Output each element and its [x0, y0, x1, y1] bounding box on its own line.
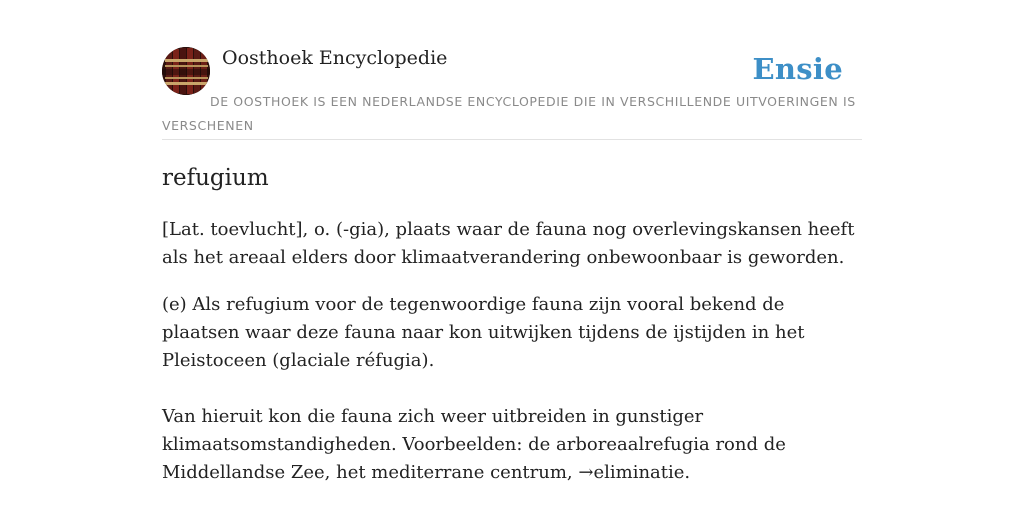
article-paragraph-ecology: [162, 291, 862, 487]
encyclopedia-books-icon[interactable]: [162, 47, 210, 95]
article-paragraph-ecology-continued: Van hieruit kon die fauna zich weer uitbreiden in gunstiger klimaatsomstandigheden. Voorbeelden: de arboreaalrefugia rond de Middellandse Zee, het mediterrane centrum,: [162, 406, 786, 483]
sentence-end: .: [684, 462, 691, 483]
article-paragraph-definition: [Lat. toevlucht], o. (-gia), plaats waar de fauna nog overlevingskansen heeft als het areaal elders door klimaatverandering onbewoonbaar is geworden.: [162, 219, 855, 268]
paragraph-spacer: [162, 375, 862, 403]
site-title[interactable]: Oosthoek Encyclopedie: [222, 47, 448, 69]
article: [162, 160, 862, 487]
eliminatie-link[interactable]: →eliminatie: [578, 462, 685, 483]
brand-logo[interactable]: Ensie: [752, 52, 843, 86]
site-header: [162, 46, 862, 140]
page-title: refugium: [162, 165, 269, 191]
article-paragraph-ecology-text: (e) Als refugium voor de tegenwoordige fauna zijn vooral bekend de plaatsen waar deze fauna naar kon uitwijken tijdens de ijstijden in het Pleistoceen (glaciale réfugia).: [162, 294, 805, 371]
site-description: DE OOSTHOEK IS EEN NEDERLANDSE ENCYCLOPEDIE DIE IN VERSCHILLENDE UITVOERINGEN IS VERSCHENEN: [162, 94, 856, 133]
